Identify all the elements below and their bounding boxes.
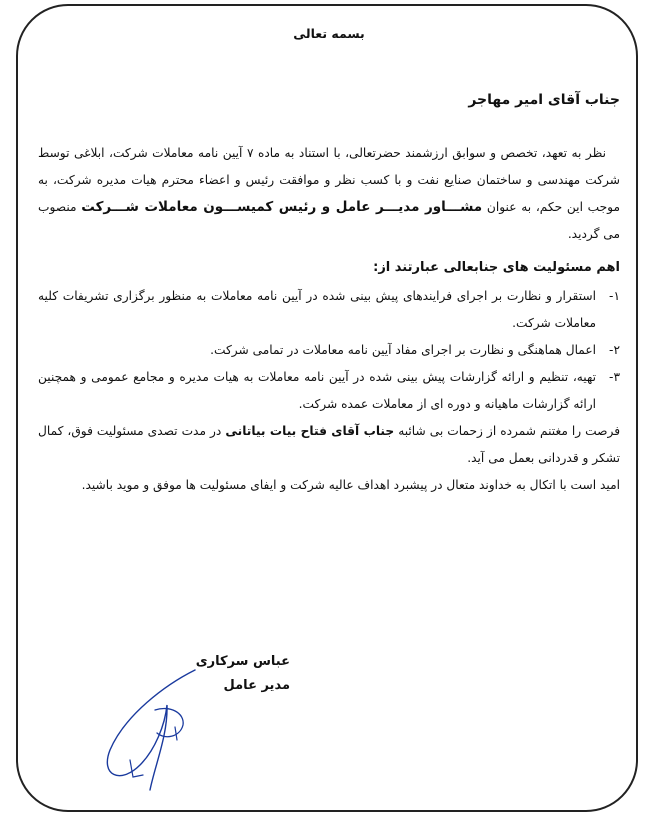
responsibilities-title: اهم مسئولیت های جنابعالی عبارتند از: [373, 260, 620, 275]
signer-title: مدیر عامل [223, 678, 290, 693]
list-item-text: تهیه، تنظیم و ارائه گزارشات پیش بینی شده در آیین نامه معاملات به هیات مدیره و مجامع عمومی و همچنین ارائه گزارشات ماهیانه و دوره ای از معاملات عمده شرکت. [38, 370, 596, 411]
basmala-heading: بسمه تعالی [293, 26, 365, 41]
thanks-paragraph [38, 418, 620, 472]
list-item-text: استقرار و نظارت بر اجرای فرایندهای پیش بینی شده در آیین نامه معاملات به منظور برگزاری تشریفات کلیه معاملات شرکت. [38, 289, 596, 330]
list-item [38, 337, 620, 364]
intro-text-2: منصوب می گردید. [38, 200, 620, 241]
list-item-number: ۲- [609, 343, 620, 357]
intro-text-1: نظر به تعهد، تخصص و سوابق ارزشمند حضرتعالی، با استناد به ماده ۷ آیین نامه معاملات شرکت، ابلاغی توسط شرکت مهندسی و ساختمان صنایع نفت و با کسب نظر و موافقت رئیس و اعضاء محترم هیات مدیره شرکت، به موجب این حکم، به عنوان [38, 146, 621, 214]
list-item-number: ۳- [609, 370, 620, 384]
thanks-text-2: در مدت تصدی مسئولیت فوق، کمال تشکر و قدردانی بعمل می آید. [38, 424, 620, 465]
predecessor-name: جناب آقای فتاح بیات بیاتانی [225, 424, 395, 438]
intro-paragraph [38, 140, 620, 248]
appointed-position: مشـــاور مدیـــر عامل و رئیس کمیســـون معاملات شـــرکت [81, 199, 483, 215]
thanks-text-1: فرصت را مغتنم شمرده از زحمات بی شائبه [398, 424, 621, 438]
responsibilities-list [38, 283, 620, 418]
list-item-text: اعمال هماهنگی و نظارت بر اجرای مفاد آیین نامه معاملات در تمامی شرکت. [210, 343, 596, 357]
letter-body [38, 20, 620, 499]
signer-name: عباس سرکاری [195, 654, 290, 669]
list-item-number: ۱- [609, 289, 620, 303]
wish-paragraph: امید است با اتکال به خداوند متعال در پیشبرد اهداف عالیه شرکت و ایفای مسئولیت ها موفق و موید باشید. [81, 478, 620, 492]
addressee: جناب آقای امیر مهاجر [468, 92, 620, 108]
handwritten-signature-icon [95, 665, 245, 795]
list-item [38, 364, 620, 418]
list-item [38, 283, 620, 337]
